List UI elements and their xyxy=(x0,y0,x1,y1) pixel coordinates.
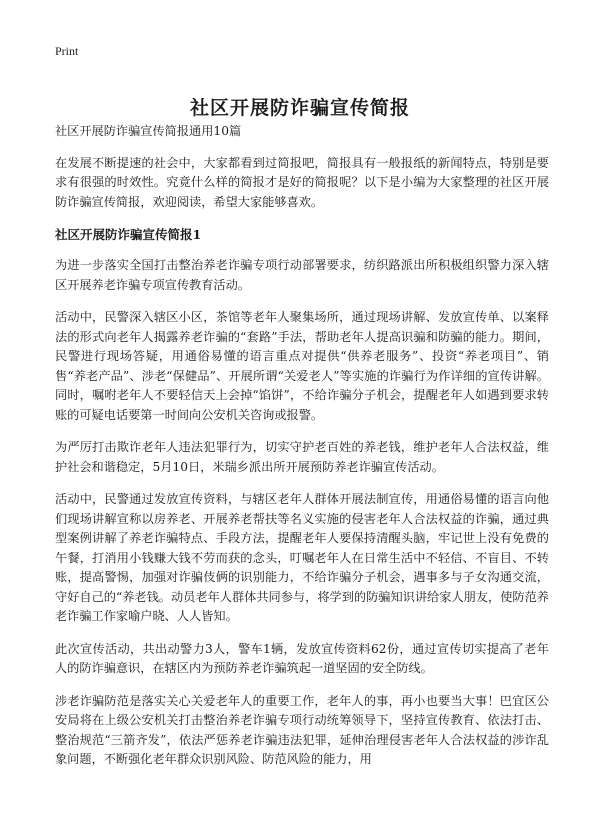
print-link[interactable]: Print xyxy=(55,44,79,58)
body-paragraph: 此次宣传活动，共出动警力3人，警车1辆，发放宣传资料62份，通过宣传切实提高了老年人的防诈骗意识，在辖区内为预防养老诈骗筑起一道坚固的安全防线。 xyxy=(55,641,549,675)
body-paragraph: 涉老诈骗防范是落实关心关爱老年人的重要工作，老年人的事，再小也要当大事！巴宜区公安局将在上级公安机关打击整治养老诈骗专项行动统筹领导下，坚持宣传教育、依法打击、整治规范“三箭齐发”，依法严惩养老诈骗违法犯罪，延伸治理侵害老年人合法权益的涉诈乱象问题，不断强化老年群众识别风险、防范风险的能力，用 xyxy=(55,693,549,766)
body-paragraph: 活动中，民警深入辖区小区，茶馆等老年人聚集场所，通过现场讲解、发放宣传单、以案释法的形式向老年人揭露养老诈骗的“套路”手法，帮助老年人提高识骗和防骗的能力。期间，民警进行现场答疑，用通俗易懂的语言重点对提供“供养老服务”、投资“养老项目”、销售“养老产品”、涉老“保健品”、开展所谓“关爱老人”等实施的诈骗行为作详细的宣传讲解。同时，嘱咐老年人不要轻信天上会掉“馅饼”，不给诈骗分子机会，提醒老年人如遇到要求转账的可疑电话要第一时间向公安机关咨询或报警。 xyxy=(55,310,549,422)
document-subtitle: 社区开展防诈骗宣传简报通用10篇 xyxy=(55,124,242,138)
section-heading: 社区开展防诈骗宣传简报1 xyxy=(55,227,202,242)
document-title: 社区开展防诈骗宣传简报 xyxy=(189,96,410,119)
body-paragraph: 为进一步落实全国打击整治养老诈骗专项行动部署要求，纺织路派出所积极组织警力深入辖区开展养老诈骗专项宣传教育活动。 xyxy=(55,258,549,292)
body-paragraph: 为严厉打击欺诈老年人违法犯罪行为，切实守护老百姓的养老钱，维护老年人合法权益，维护社会和谐稳定，5月10日，米瑞乡派出所开展预防养老诈骗宣传活动。 xyxy=(55,440,549,474)
intro-paragraph: 在发展不断提速的社会中，大家都看到过简报吧，简报具有一般报纸的新闻特点，特别是要求有很强的时效性。究竟什么样的简报才是好的简报呢？以下是小编为大家整理的社区开展防诈骗宣传简报，欢迎阅读，希望大家能够喜欢。 xyxy=(55,155,549,209)
document-body xyxy=(55,122,549,783)
body-paragraph: 活动中，民警通过发放宣传资料，与辖区老年人群体开展法制宣传，用通俗易懂的语言向他们现场讲解宣称以房养老、开展养老帮扶等名义实施的侵害老年人合法权益的诈骗，通过典型案例讲解了养老诈骗特点、手段方法，提醒老年人要保持清醒头脑，牢记世上没有免费的午餐，打消用小钱赚大钱不劳而获的念头，叮嘱老年人在日常生活中不轻信、不盲目、不转账，提高警惕，加强对诈骗伎俩的识别能力，不给诈骗分子机会，遇事多与子女沟通交流，守好自己的“养老钱。动员老年人群体共同参与，将学到的防骗知识讲给家人朋友，使防范养老诈骗工作家喻户晓、人人皆知。 xyxy=(55,492,549,623)
